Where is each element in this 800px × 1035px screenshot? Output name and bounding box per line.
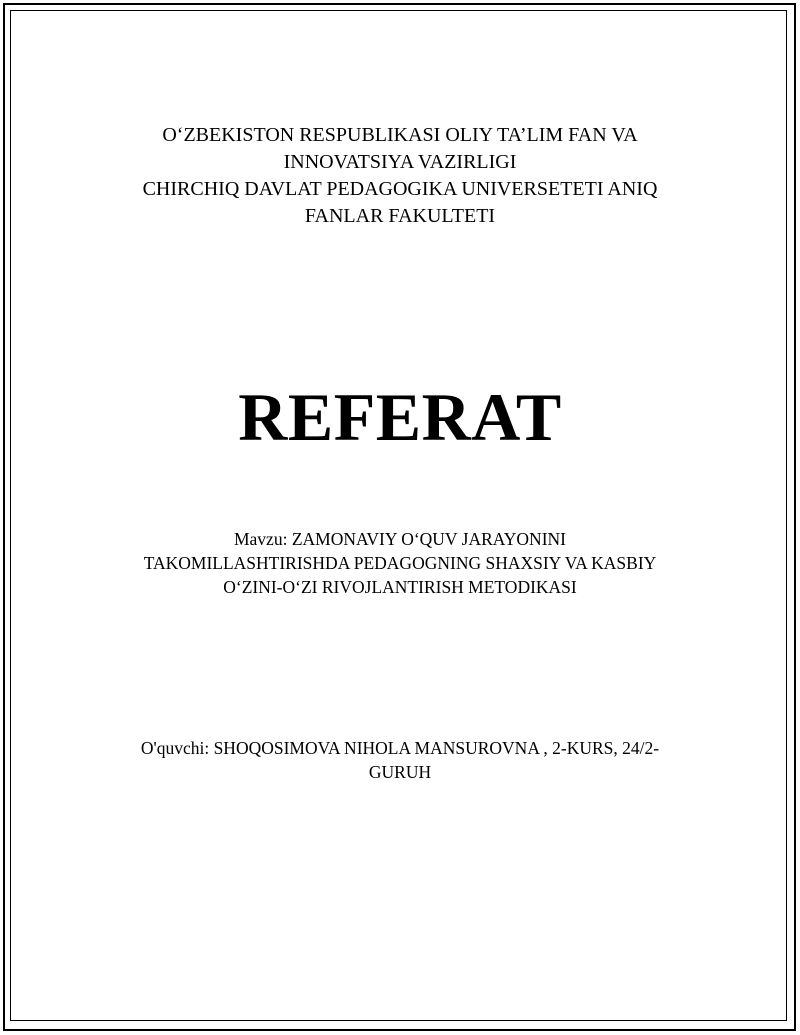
- topic-line-3: O‘ZINI-O‘ZI RIVOJLANTIRISH METODIKASI: [223, 577, 577, 597]
- topic-line-1: Mavzu: ZAMONAVIY O‘QUV JARAYONINI: [233, 529, 566, 549]
- ministry-header-line-2: INNOVATSIYA VAZIRLIGI: [283, 151, 517, 173]
- student-info-line-1: O'quvchi: SHOQOSIMOVA NIHOLA MANSUROVNA , 2-KURS, 24/2-: [140, 738, 660, 758]
- ministry-header: [0, 122, 800, 230]
- topic-block: [0, 527, 800, 599]
- ministry-header-line-4: FANLAR FAKULTETI: [304, 205, 496, 227]
- student-info: [0, 736, 800, 784]
- document-title: REFERAT: [238, 379, 562, 455]
- ministry-header-line-1: O‘ZBEKISTON RESPUBLIKASI OLIY TA’LIM FAN VA: [162, 124, 638, 146]
- topic-line-2: TAKOMILLASHTIRISHDA PEDAGOGNING SHAXSIY VA KASBIY: [143, 553, 657, 573]
- ministry-header-line-3: CHIRCHIQ DAVLAT PEDAGOGIKA UNIVERSETETI ANIQ: [142, 178, 658, 200]
- student-info-line-2: GURUH: [368, 762, 432, 782]
